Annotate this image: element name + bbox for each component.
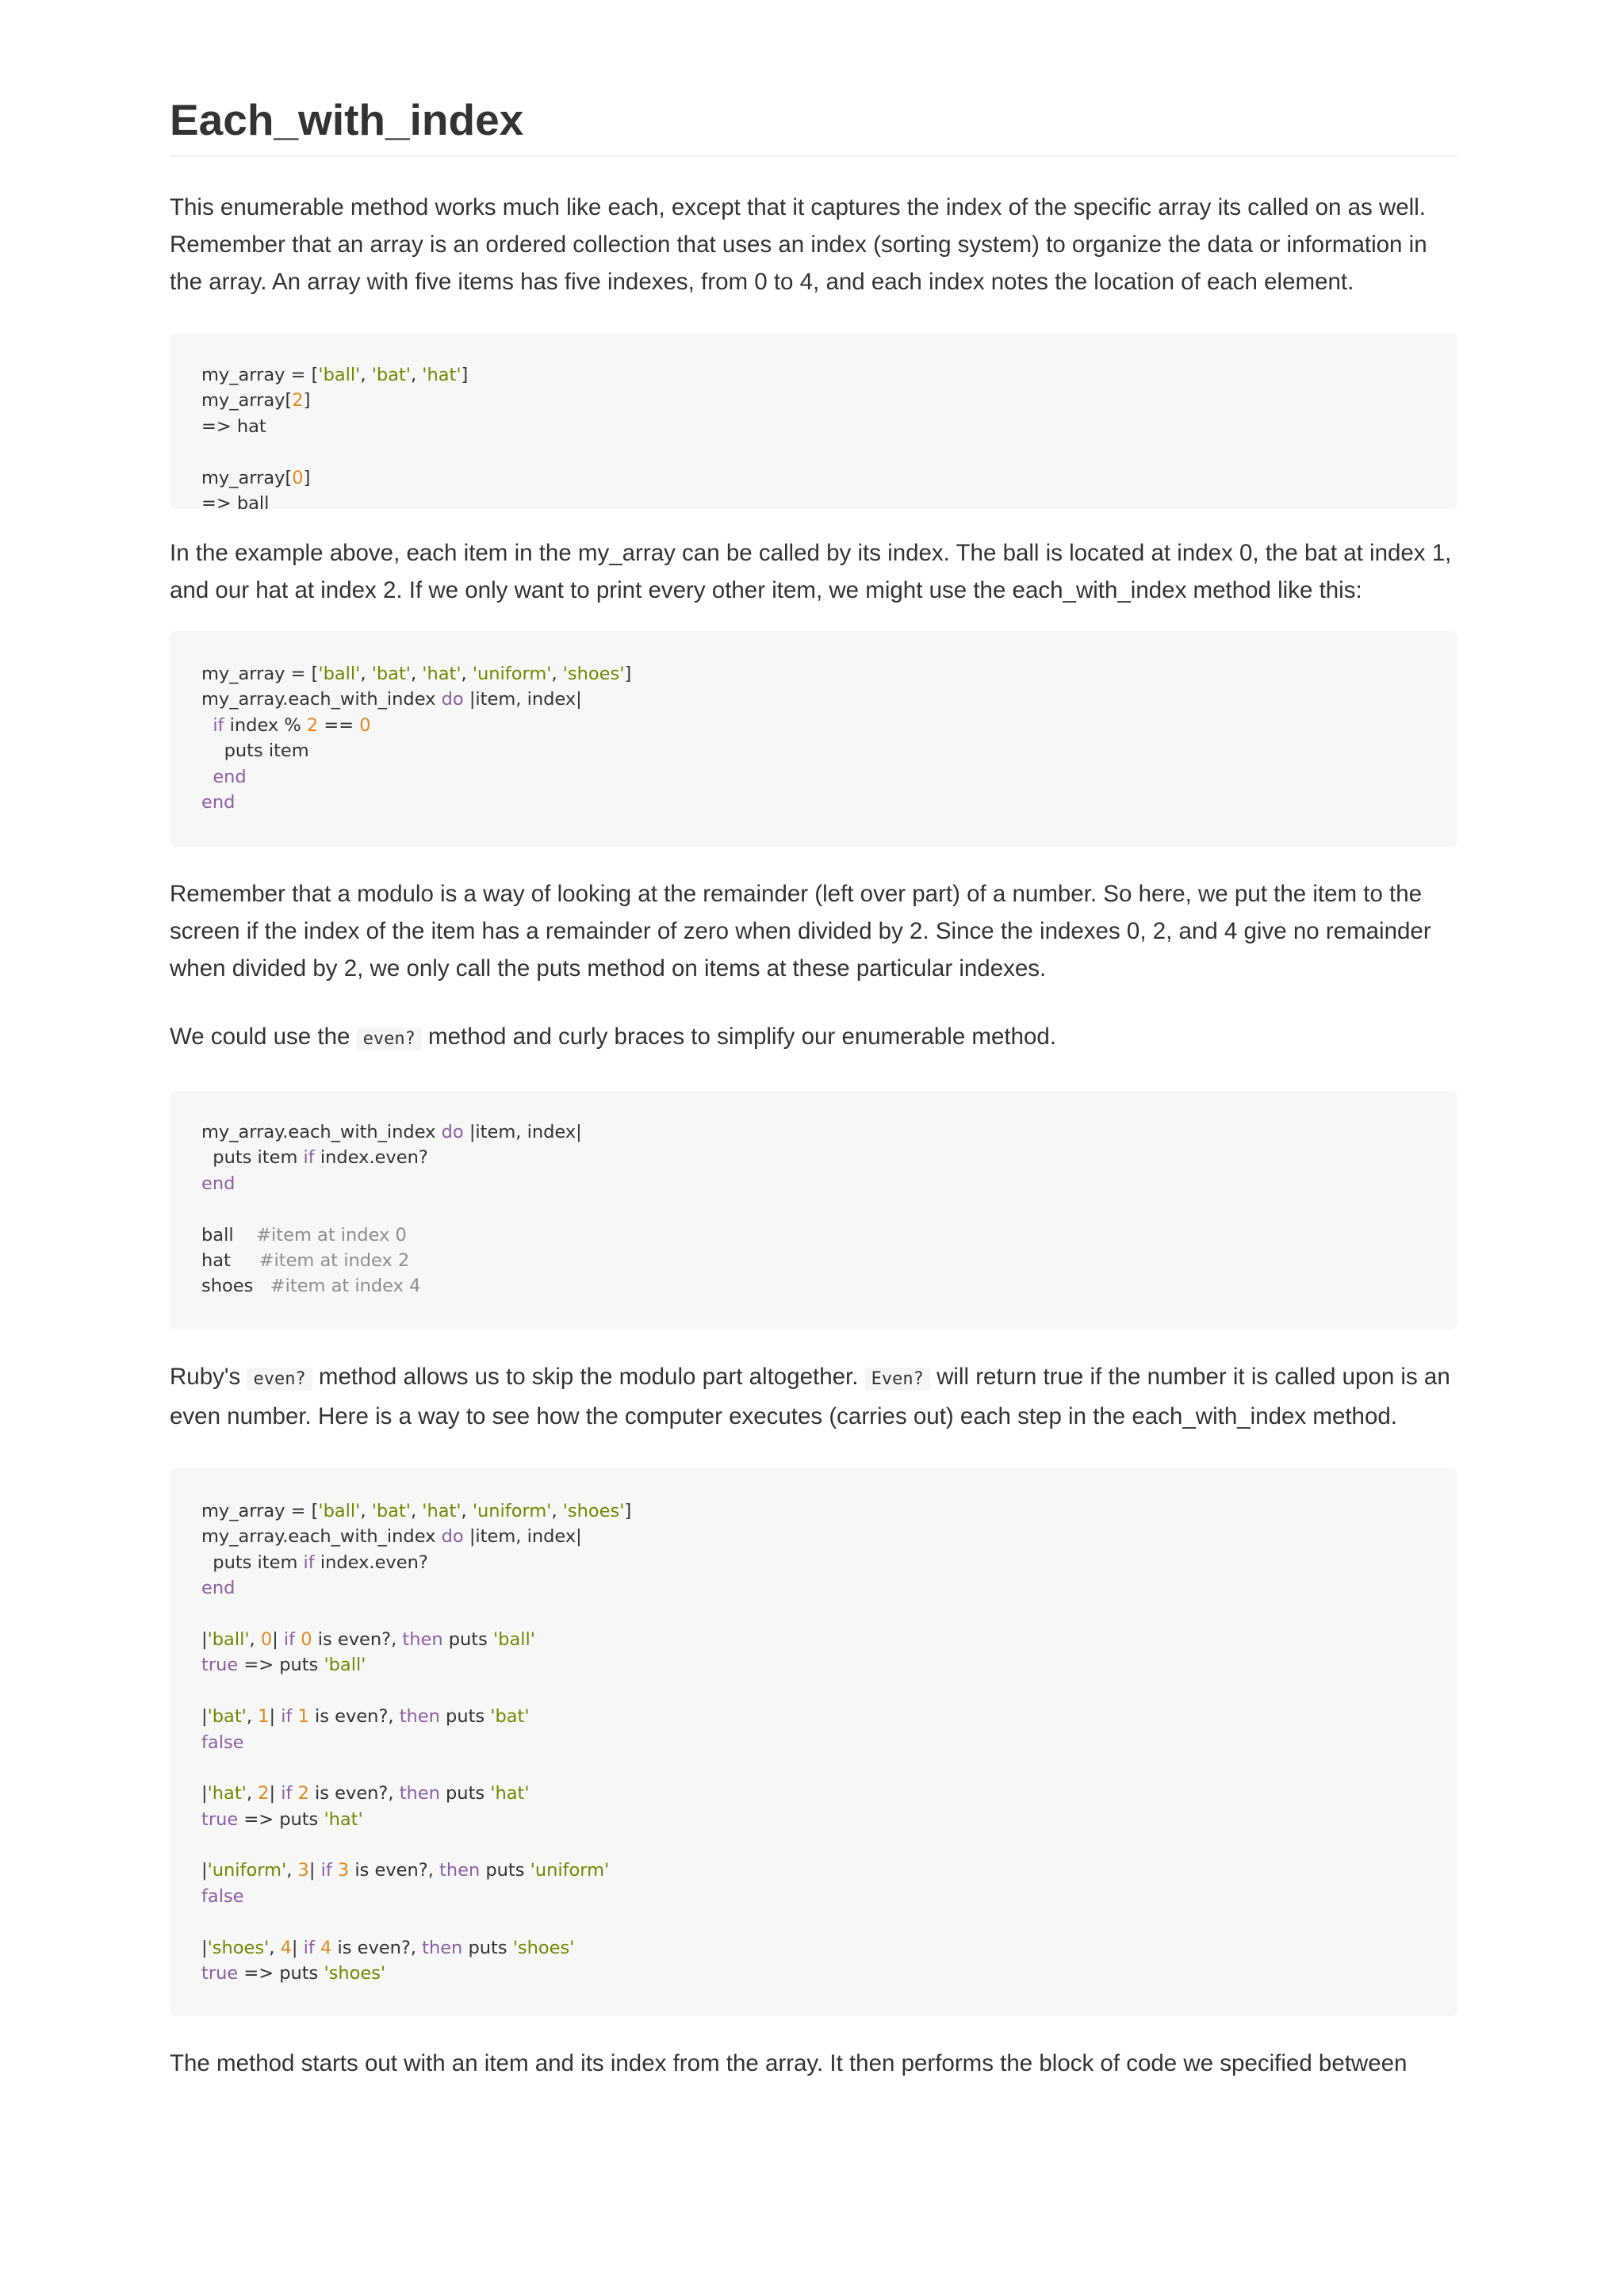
code-token: ]: [303, 390, 311, 411]
code-token: if: [320, 1860, 332, 1881]
code-token: ,: [246, 1783, 259, 1804]
code-token: 'ball': [324, 1655, 366, 1676]
document-body: [170, 0, 1457, 2082]
code-token: then: [399, 1706, 440, 1728]
code-token: my_array = [: [201, 664, 319, 684]
code-token: 'shoes': [207, 1937, 270, 1958]
code-token: if: [303, 1147, 315, 1169]
even-intro-text-after: method and curly braces to simplify our enumerable method.: [428, 1024, 1057, 1050]
code-token: |: [201, 1706, 208, 1728]
code-token: true: [201, 1655, 239, 1676]
code-block: [170, 1468, 1457, 2016]
code-token: 'bat': [490, 1706, 530, 1728]
code-token: if: [303, 1937, 315, 1958]
code-token: my_array = [: [201, 1501, 319, 1521]
code-token: is even?,: [308, 1783, 400, 1804]
code-line: [201, 713, 1426, 738]
code-token: then: [439, 1860, 481, 1881]
code-line: [201, 738, 1426, 763]
inline-code-even-2: Even?: [865, 1368, 930, 1391]
code-token: 'shoes': [324, 1963, 386, 1984]
code-token: 'hat': [422, 365, 462, 385]
code-line: [201, 1498, 1426, 1524]
code-token: is even?,: [349, 1860, 440, 1881]
code-token: => puts: [238, 1963, 324, 1984]
code-token: 'uniform': [530, 1860, 610, 1881]
code-token: my_array.each_with_index: [201, 1122, 442, 1142]
code-token: |item, index|: [463, 1122, 582, 1142]
code-token: => hat: [201, 415, 266, 437]
code-token: my_array.each_with_index: [201, 689, 442, 710]
code-token: #item at index 4: [270, 1276, 421, 1297]
code-token: end: [213, 766, 247, 787]
code-token: ,: [410, 664, 423, 684]
code-line: [201, 1807, 1426, 1832]
code-line: [201, 1678, 1426, 1704]
code-token: ,: [246, 1706, 259, 1728]
code-token: |: [201, 1628, 208, 1650]
code-line: [201, 790, 1426, 815]
code-line: [201, 1223, 1426, 1248]
code-token: if: [303, 1552, 315, 1573]
code-token: |: [269, 1706, 282, 1728]
code-token: do: [441, 1526, 464, 1548]
code-token: if: [281, 1783, 293, 1804]
code-token: |: [269, 1783, 282, 1804]
code-token: ==: [318, 714, 360, 736]
code-line: [201, 1730, 1426, 1755]
code-token: if: [213, 714, 224, 736]
code-token: 0: [292, 467, 304, 488]
code-token: |: [201, 1937, 208, 1958]
code-token: my_array = [: [201, 365, 319, 385]
code-token: then: [399, 1783, 440, 1804]
code-token: puts item: [201, 740, 309, 762]
code-token: then: [402, 1628, 443, 1650]
code-token: 'shoes': [562, 664, 625, 684]
code-line: [201, 1601, 1426, 1627]
code-token: 3: [297, 1860, 309, 1881]
code-token: is even?,: [312, 1628, 403, 1650]
code-token: 'uniform': [207, 1860, 287, 1881]
code-token: ]: [303, 467, 311, 488]
code-token: 1: [297, 1706, 309, 1728]
paragraph-intro: This enumerable method works much like each, except that it captures the index of the specific array its called on as well. Remember that an array is an ordered collection that uses an index (sorting system) to organize the data or information in the array. An array with five items has five indexes, from 0 to 4, and each index notes the location of each element.: [170, 194, 1427, 295]
code-line: [201, 1524, 1426, 1549]
code-line: [201, 1196, 1426, 1222]
code-token: puts: [439, 1783, 491, 1804]
code-line: [201, 1273, 1426, 1299]
code-token: 'shoes': [512, 1937, 575, 1958]
code-token: ,: [551, 1501, 563, 1521]
code-line: [201, 1248, 1426, 1273]
code-line: [201, 388, 1426, 413]
code-token: end: [201, 791, 236, 813]
code-token: puts: [442, 1628, 493, 1650]
code-token: [292, 1783, 297, 1804]
code-token: 4: [320, 1937, 332, 1958]
code-token: my_array.each_with_index: [201, 1526, 442, 1548]
code-token: ,: [249, 1628, 261, 1650]
code-token: 'shoes': [562, 1501, 625, 1521]
code-token: ,: [360, 664, 372, 684]
code-token: ,: [410, 365, 423, 385]
code-line: [201, 1832, 1426, 1858]
code-token: 0: [260, 1628, 273, 1650]
code-token: 'hat': [490, 1783, 530, 1804]
code-line: [201, 491, 1426, 509]
code-token: 'ball': [492, 1628, 535, 1650]
code-token: |: [201, 1783, 208, 1804]
code-token: 'uniform': [472, 664, 552, 684]
code-token: my_array[: [201, 467, 293, 488]
code-token: index %: [224, 714, 307, 736]
code-token: |item, index|: [463, 1526, 582, 1548]
code-token: [292, 1706, 297, 1727]
paragraph-closing: The method starts out with an item and its index from the array. It then performs the block of code we specified between: [170, 2050, 1408, 2076]
code-token: true: [201, 1808, 239, 1830]
code-line: [201, 1119, 1426, 1145]
code-token: 0: [359, 714, 371, 736]
code-token: => puts: [238, 1808, 324, 1830]
code-token: ,: [360, 1501, 372, 1521]
code-token: 'bat': [371, 1501, 411, 1521]
code-token: shoes: [201, 1276, 270, 1297]
code-token: 'bat': [371, 664, 411, 684]
inline-code-even-1: even?: [247, 1368, 312, 1391]
code-token: ball: [201, 1224, 257, 1246]
code-token: 'ball': [318, 365, 361, 385]
code-token: 'uniform': [472, 1501, 552, 1521]
code-token: do: [441, 689, 464, 710]
code-token: [315, 1938, 320, 1958]
code-token: false: [201, 1885, 244, 1907]
ruby-even-text-a: Ruby's: [170, 1364, 241, 1390]
code-line: [201, 1781, 1426, 1806]
ruby-even-text-c: will return true if the number it is called upon is an even number. Here is a way to see how the computer executes (carries out) each step in the each_with_index method.: [170, 1364, 1450, 1429]
code-token: ,: [360, 365, 372, 385]
code-block: [170, 1091, 1457, 1330]
paragraph-ruby-even: [170, 1358, 1457, 1435]
code-token: 'hat': [422, 1501, 462, 1521]
code-line: [201, 1755, 1426, 1781]
code-token: 2: [258, 1783, 270, 1804]
code-line: [201, 1704, 1426, 1729]
code-token: my_array[: [201, 390, 293, 411]
code-line: [201, 1550, 1426, 1575]
paragraph-modulo: Remember that a modulo is a way of looking at the remainder (left over part) of a number. So here, we put the item to the screen if the index of the item has a remainder of zero when divided by 2. Since the indexes 0, 2, and 4 give no remainder when divided by 2, we only call the puts method on items at these particular indexes.: [170, 881, 1431, 982]
code-token: |: [291, 1937, 304, 1958]
code-line: [201, 1961, 1426, 1986]
code-token: ]: [461, 365, 469, 385]
code-token: [332, 1860, 338, 1881]
code-token: puts: [439, 1706, 491, 1728]
code-token: 1: [258, 1706, 270, 1728]
paragraph-even-intro: [170, 1018, 1457, 1058]
code-token: end: [201, 1173, 236, 1194]
code-line: [201, 661, 1426, 687]
code-token: end: [201, 1578, 236, 1599]
code-line: [201, 1884, 1426, 1909]
code-token: true: [201, 1963, 239, 1984]
code-token: ,: [286, 1860, 298, 1881]
code-token: |item, index|: [463, 689, 582, 710]
code-line: [201, 1935, 1426, 1961]
code-token: #item at index 0: [256, 1224, 407, 1246]
code-token: => puts: [238, 1655, 324, 1676]
code-block: [170, 334, 1457, 509]
code-token: puts item: [201, 1147, 304, 1169]
code-token: => ball: [201, 492, 270, 509]
code-token: 'hat': [324, 1808, 363, 1830]
code-token: 2: [292, 390, 304, 411]
code-token: ,: [269, 1937, 281, 1958]
code-token: puts: [462, 1937, 513, 1958]
code-line: [201, 1575, 1426, 1601]
code-token: index.even?: [314, 1147, 428, 1169]
code-token: 'hat': [422, 664, 462, 684]
code-token: 0: [301, 1628, 312, 1650]
code-line: [201, 687, 1426, 712]
code-line: [201, 1145, 1426, 1170]
code-token: false: [201, 1732, 244, 1753]
code-token: |: [201, 1860, 208, 1881]
code-token: do: [441, 1122, 464, 1142]
code-token: 3: [337, 1860, 350, 1881]
inline-code-even: even?: [357, 1027, 422, 1050]
code-token: puts: [480, 1860, 530, 1881]
code-token: 'hat': [207, 1783, 247, 1804]
code-line: [201, 439, 1426, 465]
code-token: ,: [551, 664, 563, 684]
code-line: [201, 362, 1426, 388]
code-token: ,: [461, 1501, 473, 1521]
even-intro-text-before: We could use the: [170, 1024, 350, 1050]
paragraph-after-first-example: In the example above, each item in the my_array can be called by its index. The ball is located at index 0, the bat at index 1, and our hat at index 2. If we only want to print every other item, we might use the each_with_index method like this:: [170, 540, 1452, 603]
code-token: [201, 767, 213, 787]
code-token: |: [272, 1628, 284, 1650]
code-token: then: [422, 1937, 463, 1958]
code-token: 2: [306, 714, 319, 736]
code-line: [201, 764, 1426, 790]
page-title: Each_with_index: [170, 0, 1457, 157]
code-line: [201, 1171, 1426, 1196]
code-token: hat: [201, 1249, 259, 1271]
code-token: if: [283, 1628, 296, 1650]
code-token: |: [308, 1860, 321, 1881]
code-line: [201, 1909, 1426, 1934]
code-line: [201, 1627, 1426, 1652]
code-token: 'bat': [371, 365, 411, 385]
code-token: ,: [461, 664, 473, 684]
code-token: puts item: [201, 1552, 304, 1573]
code-token: ,: [410, 1501, 423, 1521]
code-token: is even?,: [331, 1937, 423, 1958]
code-token: 2: [297, 1783, 309, 1804]
code-line: [201, 465, 1426, 491]
code-token: #item at index 2: [259, 1249, 410, 1271]
code-token: ]: [624, 664, 632, 684]
code-token: 'ball': [207, 1628, 250, 1650]
code-token: is even?,: [308, 1706, 400, 1728]
code-line: [201, 1858, 1426, 1883]
code-token: 'bat': [207, 1706, 247, 1728]
code-token: 4: [280, 1937, 292, 1958]
code-token: 'ball': [318, 664, 361, 684]
code-token: index.even?: [314, 1552, 428, 1573]
code-block: [170, 631, 1457, 847]
code-line: [201, 414, 1426, 439]
code-token: ]: [624, 1501, 632, 1521]
code-token: [201, 715, 213, 736]
code-token: 'ball': [318, 1501, 361, 1521]
code-token: if: [281, 1706, 293, 1728]
code-line: [201, 1652, 1426, 1678]
ruby-even-text-b: method allows us to skip the modulo part altogether.: [318, 1364, 859, 1390]
